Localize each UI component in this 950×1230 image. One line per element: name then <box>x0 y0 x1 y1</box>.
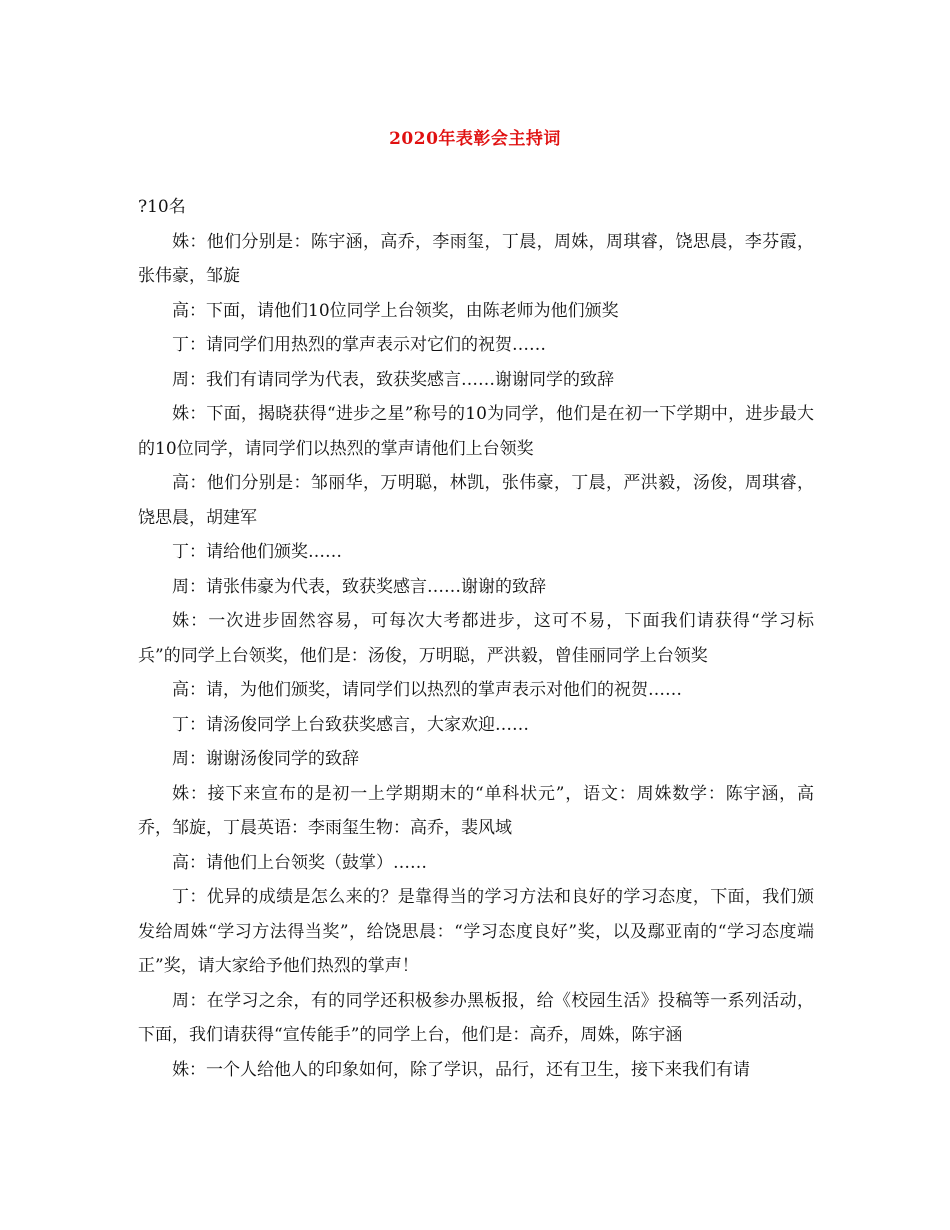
paragraph: 姝：他们分别是：陈宇涵，高乔，李雨玺，丁晨，周姝，周琪睿，饶思晨，李芬霞，张伟豪，邹旋 <box>138 231 814 286</box>
paragraph: 姝：一个人给他人的印象如何，除了学识，品行，还有卫生，接下来我们有请 <box>172 1059 750 1080</box>
paragraph: ?10名 <box>138 197 186 217</box>
paragraph: 高：他们分别是：邹丽华，万明聪，林凯，张伟豪，丁晨，严洪毅，汤俊，周琪睿，饶思晨，胡建军 <box>138 473 814 528</box>
paragraph: 周：我们有请同学为代表，致获奖感言……谢谢同学的致辞 <box>172 369 614 390</box>
paragraph: 高：请他们上台领奖（鼓掌）…… <box>172 852 427 873</box>
paragraph: 周：请张伟豪为代表，致获奖感言……谢谢的致辞 <box>172 576 546 597</box>
document-title: 2020年表彰会主持词 <box>389 129 561 149</box>
paragraph: 姝：接下来宣布的是初一上学期期末的“单科状元”，语文：周姝数学：陈宇涵，高乔，邹旋，丁晨英语：李雨玺生物：高乔，裴风域 <box>138 783 814 838</box>
paragraph: 丁：请同学们用热烈的掌声表示对它们的祝贺…… <box>172 335 546 355</box>
paragraph: 姝：一次进步固然容易，可每次大考都进步，这可不易，下面我们请获得“学习标兵”的同学上台领奖，他们是：汤俊，万明聪，严洪毅，曾佳丽同学上台领奖 <box>138 611 814 666</box>
document-body <box>138 190 814 1087</box>
paragraph: 丁：请汤俊同学上台致获奖感言，大家欢迎…… <box>172 714 529 735</box>
paragraph: 高：请，为他们颁奖，请同学们以热烈的掌声表示对他们的祝贺…… <box>172 680 682 700</box>
paragraph: 周：谢谢汤俊同学的致辞 <box>172 749 359 769</box>
paragraph: 丁：请给他们颁奖…… <box>172 542 342 562</box>
paragraph: 高：下面，请他们10位同学上台领奖，由陈老师为他们颁奖 <box>172 300 619 321</box>
paragraph: 姝：下面，揭晓获得“进步之星”称号的10为同学，他们是在初一下学期中，进步最大的10位同学，请同学们以热烈的掌声请他们上台领奖 <box>138 404 814 459</box>
paragraph: 周：在学习之余，有的同学还积极参办黑板报，给《校园生活》投稿等一系列活动，下面，我们请获得“宣传能手”的同学上台，他们是：高乔，周姝，陈宇涵 <box>138 990 814 1045</box>
paragraph: 丁：优异的成绩是怎么来的？是靠得当的学习方法和良好的学习态度，下面，我们颁发给周姝“学习方法得当奖”，给饶思晨：“学习态度良好”奖，以及鄢亚南的“学习态度端正”奖，请大家给予他们热烈的掌声！ <box>138 887 814 976</box>
